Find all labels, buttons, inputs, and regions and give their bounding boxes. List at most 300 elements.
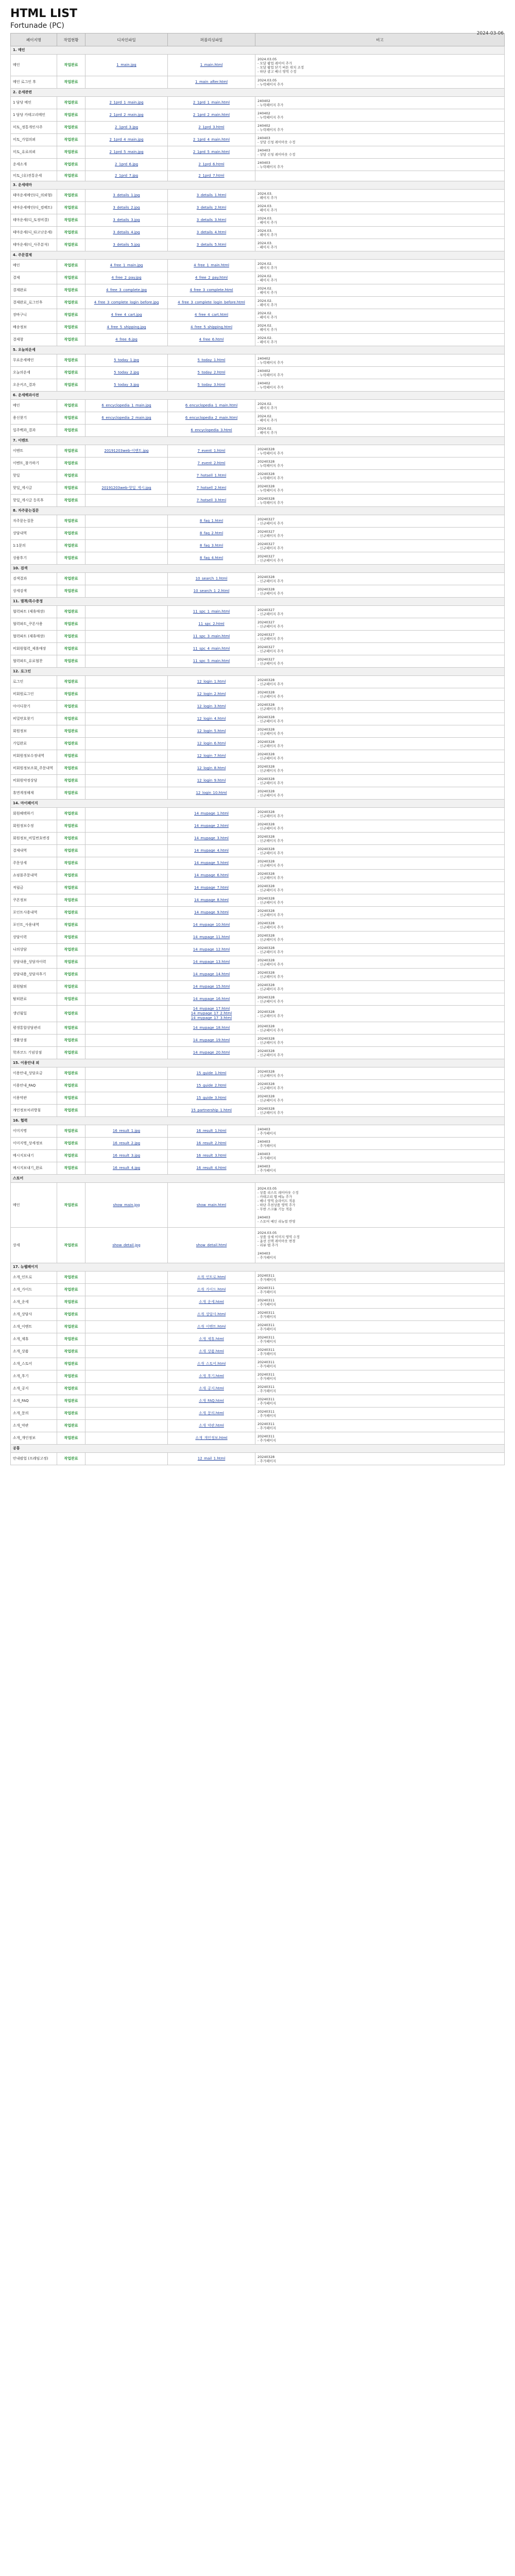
design-file-cell [85,1284,168,1296]
publish-file-link[interactable]: 소개_후기.html [199,1374,224,1378]
publish-file-link[interactable]: 14_mypage_15.html [193,985,230,989]
publish-file-link[interactable]: 11_spc_2.html [198,622,225,626]
publish-file-link[interactable]: 12_login_9.html [197,778,226,783]
publish-file-link[interactable]: 6_encyclopedia_2_main.html [185,416,238,420]
table-row [11,882,505,894]
publish-file-link[interactable]: 소개_문의.html [199,1411,224,1415]
page-name-cell: 포인트_사용내역 [11,919,57,931]
note-cell: 20240327 - 신규페이지 추가 [255,655,505,668]
design-file-link[interactable]: 6_encyclopedia_1_main.jpg [101,403,151,408]
design-file-cell [85,1321,168,1333]
publish-file-link[interactable]: 16_result_4.html [196,1166,227,1170]
publish-file-link[interactable]: 8_faq_1.html [199,519,224,523]
publish-file-cell [168,1432,255,1445]
publish-file-link[interactable]: 14_mypage_2.html [194,824,229,828]
design-file-cell [85,833,168,845]
publish-file-cell [168,1105,255,1117]
status-badge: 작업완료 [57,1022,85,1035]
publish-file-link[interactable]: 3_details_2.html [196,206,227,210]
note-cell: 2024.02. - 페이지 추가 [255,321,505,334]
publish-file-link[interactable]: 10_search_1.html [195,577,228,581]
table-body [11,46,505,1465]
note-cell: 20240328 - 신규페이지 추가 [255,775,505,787]
publish-file-link[interactable]: 소개_인트로.html [197,1275,226,1279]
status-badge: 작업완료 [57,214,85,227]
note-cell: 20240328 - 신규페이지 추가 [255,907,505,919]
note-cell: 20240327 - 신규페이지 추가 [255,606,505,618]
page-name-cell: 소개_이벤트 [11,1321,57,1333]
section-row [11,668,505,676]
publish-file-link[interactable]: 소개_개인정보.html [195,1436,228,1440]
table-row [11,585,505,598]
publish-file-link[interactable]: 7_hotsell_1.html [196,473,227,478]
publish-file-link[interactable]: 14_mypage_4.html [194,849,229,853]
publish-file-link[interactable]: 16_result_1.html [196,1129,227,1133]
note-cell: 20240328 - 신규페이지 추가 [255,1080,505,1092]
status-badge: 작업완료 [57,857,85,870]
note-cell: 20240328 - 신규페이지 추가 [255,956,505,969]
publish-file-link[interactable]: 4_free_6.html [199,337,224,342]
publish-file-link[interactable]: 14_mypage_18.html [193,1026,230,1030]
page-name-cell: 용신찾기 [11,412,57,425]
design-file-link[interactable]: 16_result_4.jpg [112,1166,141,1170]
table-row [11,134,505,146]
design-file-link[interactable]: 4_free_3_complete_login_before.jpg [94,300,159,304]
publish-file-link[interactable]: 3_details_1.html [196,193,227,197]
publish-file-link[interactable]: 6_encyclopedia_3.html [191,428,232,432]
publish-file-cell [168,585,255,598]
page-name-cell: 탈퇴완료 [11,993,57,1006]
note-cell: 240403 - 추가페이지 [255,1138,505,1150]
section-row [11,800,505,808]
note-cell: 20240311 - 추가페이지 [255,1333,505,1346]
note-cell [255,171,505,181]
note-cell: 20240328 - 누락페이지 추가 [255,470,505,482]
status-badge: 작업완료 [57,146,85,159]
page-name-cell: 생활상점 [11,1035,57,1047]
status-badge: 작업완료 [57,820,85,833]
publish-file-link[interactable]: 1_main.html [200,63,223,67]
design-file-cell [85,354,168,367]
design-file-link[interactable]: 4_free_2_pay.jpg [111,276,142,280]
design-file-cell [85,725,168,738]
publish-file-link[interactable]: 소개_약관.html [199,1423,224,1428]
table-row [11,845,505,857]
publish-file-link[interactable]: 2_1prd_1_main.html [193,100,230,105]
design-file-cell [85,146,168,159]
publish-file-link[interactable]: 11_spc_4_main.html [193,647,230,651]
publish-file-link[interactable]: 소개_가이드.html [197,1287,226,1292]
design-file-cell [85,981,168,993]
publish-file-link[interactable]: 10_search_1_2.html [193,589,230,593]
publish-file-link[interactable]: 2_1prd_3.html [198,125,225,129]
status-badge: 작업완료 [57,1346,85,1358]
note-cell: 20240311 - 추가페이지 [255,1358,505,1370]
page-name-cell: 상담내용_상담자이력 [11,956,57,969]
publish-file-link[interactable]: 14_mypage_17.html 14_mypage_17_2.html 14_mypage_17_3.html [191,1007,232,1020]
page-name-cell: 적립금 [11,882,57,894]
publish-file-link[interactable]: 12_login_7.html [197,754,226,758]
status-badge: 작업완료 [57,1395,85,1408]
design-file-link[interactable]: 6_encyclopedia_2_main.jpg [101,416,151,420]
publish-file-link[interactable]: 15_guide_2.html [196,1083,227,1088]
publish-file-link[interactable]: 14_mypage_9.html [194,910,229,914]
publish-file-cell [168,1333,255,1346]
status-badge: 작업완료 [57,297,85,309]
table-row [11,239,505,251]
publish-file-link[interactable]: 2_1prd_4_main.html [193,138,230,142]
status-badge: 작업완료 [57,76,85,89]
design-file-cell [85,956,168,969]
publish-file-link[interactable]: 12_mail_1.html [197,1456,226,1461]
design-file-cell [85,1067,168,1080]
page-name-cell: 일주백과_결과 [11,425,57,437]
page-name-cell: 안내팝업 (프레임고정) [11,1453,57,1465]
publish-file-cell [168,552,255,565]
publish-file-link[interactable]: 15_partnership_1.html [191,1108,232,1112]
publish-file-cell [168,1453,255,1465]
table-row [11,713,505,725]
publish-file-link[interactable]: 14_mypage_1.html [194,811,229,816]
page-name-cell: 핫딜 [11,470,57,482]
publish-file-link[interactable]: 16_result_3.html [196,1154,227,1158]
design-file-cell [85,445,168,457]
note-cell: 240402 - 누락페이지 추가 [255,109,505,122]
table-row [11,643,505,655]
design-file-link[interactable]: 5_today_2.jpg [114,370,139,375]
design-file-link[interactable]: 1_main.jpg [116,63,136,67]
publish-file-cell [168,227,255,239]
publish-file-link[interactable]: 16_result_2.html [196,1141,227,1145]
design-file-link[interactable]: 3_details_4.jpg [113,230,140,234]
publish-file-link[interactable]: 12_login_5.html [197,729,226,733]
design-file-cell [85,676,168,688]
design-file-cell [85,931,168,944]
table-row [11,1395,505,1408]
table-row [11,272,505,284]
publish-file-link[interactable]: 14_mypage_20.html [193,1050,230,1055]
page-name-cell: 소개_개인정보 [11,1432,57,1445]
publish-file-link[interactable]: 11_spc_3_main.html [193,634,230,638]
design-file-cell [85,171,168,181]
publish-file-cell [168,260,255,272]
table-row [11,260,505,272]
publish-file-link[interactable]: 12_login_3.html [197,704,226,708]
publish-file-cell [168,515,255,528]
design-file-link[interactable]: 2_1prd_6.jpg [114,162,139,166]
design-file-link[interactable]: 4_free_6.jpg [115,337,138,342]
table-row [11,750,505,762]
publish-file-link[interactable]: 2_1prd_7.html [198,174,225,178]
design-file-cell [85,1432,168,1445]
design-file-cell [85,1138,168,1150]
table-row [11,1346,505,1358]
publish-file-link[interactable]: 2_1prd_2_main.html [193,113,230,117]
publish-file-link[interactable]: 14_mypage_6.html [194,873,229,877]
design-file-cell [85,190,168,202]
design-file-cell [85,1383,168,1395]
table-row [11,214,505,227]
note-cell: 240403 - 누락페이지 추가 [255,159,505,171]
header-publish-file: 퍼블리싱파일 [168,33,255,46]
publish-file-link[interactable]: 4_free_3_complete.html [190,288,233,292]
table-row [11,1408,505,1420]
status-badge: 작업완료 [57,495,85,507]
note-cell: 240403 - 상담 신청 레이아웃 수정 [255,146,505,159]
publish-file-cell [168,97,255,109]
design-file-link[interactable]: show_main.jpg [113,1202,140,1207]
publish-file-cell [168,833,255,845]
page-name-cell: 1 담당 카테고리메인 [11,109,57,122]
design-file-cell [85,750,168,762]
design-file-cell [85,515,168,528]
publish-file-link[interactable]: 소개_FAQ.html [199,1399,224,1403]
publish-file-link[interactable]: 4_free_2_pay.html [195,276,228,280]
design-file-cell [85,1162,168,1175]
status-badge: 작업완료 [57,1092,85,1105]
publish-file-cell [168,676,255,688]
design-file-link[interactable]: 2_1prd_1_main.jpg [109,100,144,105]
publish-file-link[interactable]: 소개_상담사.html [197,1312,226,1316]
design-file-link[interactable]: 2_1prd_3.jpg [114,125,139,129]
table-row [11,367,505,379]
table-row [11,515,505,528]
publish-file-link[interactable]: 14_mypage_8.html [194,898,229,902]
table-row [11,969,505,981]
design-file-link[interactable]: 4_free_3_complete.jpg [106,288,147,292]
note-cell: 20240328 - 누락페이지 추가 [255,482,505,495]
publish-file-link[interactable]: 6_encyclopedia_1_main.html [185,403,238,408]
section-row [11,1059,505,1067]
status-badge: 작업완료 [57,1162,85,1175]
publish-file-link[interactable]: 소개_제휴.html [199,1337,224,1341]
design-file-link[interactable]: 20191203web-이벤트.jpg [104,449,149,453]
publish-file-link[interactable]: 4_free_5_shipping.html [190,325,233,329]
publish-file-link[interactable]: 14_mypage_10.html [193,923,230,927]
publish-file-link[interactable]: 소개_이벤트.html [197,1325,226,1329]
publish-file-link[interactable]: 7_event_1.html [197,449,226,453]
publish-file-link[interactable]: 3_details_3.html [196,218,227,222]
publish-file-cell [168,55,255,76]
page-name-cell: 배송정보 [11,321,57,334]
publish-file-link[interactable]: 14_mypage_3.html [194,836,229,840]
status-badge: 작업완료 [57,738,85,750]
design-file-cell [85,1047,168,1059]
publish-file-link[interactable]: 7_hotsell_2.html [196,486,227,490]
note-cell: 20240311 - 추가페이지 [255,1420,505,1432]
table-row [11,833,505,845]
page-name-cell: 메시지보내기_완료 [11,1162,57,1175]
publish-file-link[interactable]: 14_mypage_7.html [194,886,229,890]
publish-file-link[interactable]: 5_today_2.html [197,370,226,375]
publish-file-link[interactable]: 소개_운세.html [199,1300,224,1304]
publish-file-cell [168,1309,255,1321]
page-name-cell: 협력파트_쿠폰사용 [11,618,57,631]
design-file-cell [85,907,168,919]
publish-file-link[interactable]: show_detail.html [196,1243,227,1247]
note-cell: 20240328 - 신규페이지 추가 [255,1067,505,1080]
design-file-link[interactable]: 16_result_3.jpg [112,1154,141,1158]
note-cell: 2024.03. - 페이지 추가 [255,190,505,202]
publish-file-link[interactable]: 5_today_3.html [197,383,226,387]
table-row [11,725,505,738]
page-name-cell: 회원혜택하기 [11,808,57,820]
design-file-cell [85,552,168,565]
note-cell: 20240327 - 신규페이지 추가 [255,631,505,643]
publish-file-cell [168,857,255,870]
design-file-link[interactable]: 5_today_1.jpg [114,358,139,362]
publish-file-link[interactable]: 소개_공지.html [199,1386,224,1391]
section-row [11,392,505,400]
publish-file-cell [168,713,255,725]
design-file-cell [85,1228,168,1263]
design-file-link[interactable]: 2_1prd_2_main.jpg [109,113,144,117]
design-file-cell [85,425,168,437]
publish-file-link[interactable]: 14_mypage_5.html [194,861,229,865]
status-badge: 작업완료 [57,239,85,251]
publish-file-cell [168,379,255,392]
publish-file-link[interactable]: 4_free_1_main.html [194,263,229,267]
page-name-cell: 회원정보수정 [11,820,57,833]
note-cell: 20240328 - 신규페이지 추가 [255,919,505,931]
publish-file-link[interactable]: 8_faq_2.html [199,531,224,535]
publish-file-link[interactable]: 3_details_4.html [196,230,227,234]
page-name-cell: 무료운세메인 [11,354,57,367]
publish-file-link[interactable]: 12_login_8.html [197,766,226,770]
publish-file-link[interactable]: 5_today_1.html [197,358,226,362]
status-badge: 작업완료 [57,1006,85,1022]
table-row [11,857,505,870]
publish-file-link[interactable]: 11_spc_1_main.html [193,609,230,614]
table-row [11,76,505,89]
status-badge: 작업완료 [57,618,85,631]
publish-file-link[interactable]: 14_mypage_19.html [193,1038,230,1042]
table-row [11,1067,505,1080]
publish-file-cell [168,750,255,762]
status-badge: 작업완료 [57,676,85,688]
page-name-cell: 비회원로그인 [11,688,57,701]
publish-file-cell [168,845,255,857]
design-file-cell [85,1150,168,1162]
publish-file-link[interactable]: show_main.html [196,1202,227,1207]
status-badge: 작업완료 [57,134,85,146]
publish-file-link[interactable]: 12_login_6.html [197,741,226,745]
note-cell: 20240328 - 신규페이지 추가 [255,762,505,775]
publish-file-cell [168,738,255,750]
design-file-link[interactable]: 2_1prd_5_main.jpg [109,150,144,154]
publish-file-link[interactable]: 11_spc_5_main.html [193,659,230,663]
status-badge: 작업완료 [57,528,85,540]
publish-file-cell [168,701,255,713]
publish-file-cell [168,1125,255,1138]
publish-file-link[interactable]: 14_mypage_13.html [193,960,230,964]
status-badge: 작업완료 [57,1138,85,1150]
section-row [11,181,505,190]
publish-file-cell [168,787,255,800]
status-badge: 작업완료 [57,55,85,76]
publish-file-link[interactable]: 14_mypage_16.html [193,997,230,1001]
publish-file-link[interactable]: 8_faq_3.html [199,544,224,548]
publish-file-link[interactable]: 소개_스토어.html [197,1362,226,1366]
publish-file-link[interactable]: 14_mypage_14.html [193,972,230,976]
status-badge: 작업완료 [57,750,85,762]
note-cell: 2024.02. - 페이지 추가 [255,260,505,272]
publish-file-link[interactable]: 3_details_5.html [196,243,227,247]
design-file-cell [85,1080,168,1092]
publish-file-link[interactable]: 14_mypage_12.html [193,947,230,952]
publish-file-cell [168,354,255,367]
design-file-link[interactable]: 4_free_5_shipping.jpg [107,325,146,329]
publish-file-link[interactable]: 소개_상품.html [199,1349,224,1353]
page-name-cell: 소개_문의 [11,1408,57,1420]
design-file-cell [85,1125,168,1138]
publish-file-link[interactable]: 12_login_10.html [196,791,227,795]
publish-file-link[interactable]: 4_free_3_complete_login_before.html [178,300,245,304]
design-file-link[interactable]: 3_details_2.jpg [113,206,140,210]
publish-file-link[interactable]: 15_guide_1.html [196,1071,227,1075]
note-cell: 2024.03. - 페이지 추가 [255,214,505,227]
design-file-link[interactable]: 20191203web-핫딜_게시.jpg [101,486,151,490]
publish-file-cell [168,146,255,159]
note-cell: 20240327 - 신규페이지 추가 [255,643,505,655]
publish-file-cell [168,643,255,655]
publish-file-link[interactable]: 7_event_2.html [197,461,226,465]
note-cell: 20240327 - 신규페이지 추가 [255,515,505,528]
publish-file-link[interactable]: 8_faq_4.html [199,556,224,560]
note-cell: 20240328 - 신규페이지 추가 [255,787,505,800]
design-file-link[interactable]: 5_today_3.jpg [114,383,139,387]
table-row [11,202,505,214]
publish-file-link[interactable]: 12_login_4.html [197,717,226,721]
publish-file-link[interactable]: 12_login_1.html [197,680,226,684]
publish-file-link[interactable]: 4_free_4_cart.html [194,313,229,317]
publish-file-cell [168,688,255,701]
design-file-link[interactable]: 16_result_1.jpg [112,1129,141,1133]
design-file-link[interactable]: 2_1prd_7.jpg [114,174,139,178]
design-file-link[interactable]: 3_details_1.jpg [113,193,140,197]
publish-file-link[interactable]: 1_main_after.html [195,80,228,84]
publish-file-cell [168,190,255,202]
status-badge: 작업완료 [57,993,85,1006]
design-file-link[interactable]: 2_1prd_4_main.jpg [109,138,144,142]
status-badge: 작업완료 [57,655,85,668]
publish-file-cell [168,956,255,969]
design-file-link[interactable]: 3_details_5.jpg [113,243,140,247]
design-file-link[interactable]: 4_free_1_main.jpg [110,263,143,267]
table-row [11,956,505,969]
design-file-link[interactable]: 4_free_4_cart.jpg [111,313,142,317]
design-file-link[interactable]: 3_details_3.jpg [113,218,140,222]
publish-file-link[interactable]: 15_guide_3.html [196,1096,227,1100]
publish-file-cell [168,1138,255,1150]
publish-file-link[interactable]: 2_1prd_5_main.html [193,150,230,154]
note-cell: 20240328 - 신규페이지 추가 [255,573,505,585]
page-name-cell: 회원탈퇴 [11,981,57,993]
design-file-cell [85,882,168,894]
design-file-link[interactable]: 16_result_2.jpg [112,1141,141,1145]
note-cell: 20240328 - 신규페이지 추가 [255,1035,505,1047]
table-row [11,808,505,820]
publish-file-link[interactable]: 12_login_2.html [197,692,226,696]
design-file-cell [85,1296,168,1309]
publish-file-link[interactable]: 7_hotsell_3.html [196,498,227,502]
publish-file-link[interactable]: 14_mypage_11.html [193,935,230,939]
page-name-cell: 상세 [11,1228,57,1263]
design-file-link[interactable]: show_detail.jpg [112,1243,141,1247]
table-row [11,190,505,202]
publish-file-link[interactable]: 2_1prd_6.html [198,162,225,166]
note-cell: 20240311 - 추가페이지 [255,1346,505,1358]
